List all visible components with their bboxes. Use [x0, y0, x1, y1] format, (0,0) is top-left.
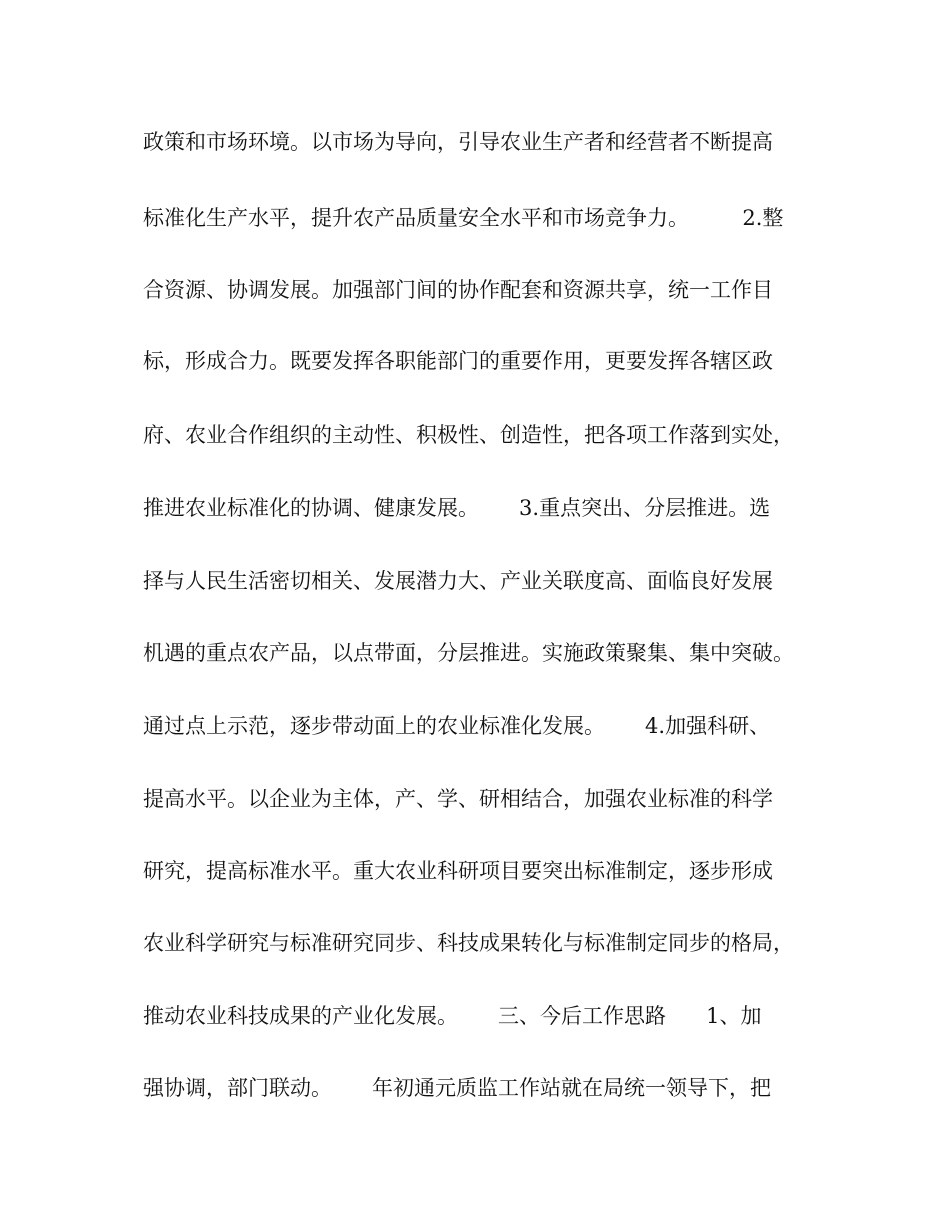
text-line: 机遇的重点农产品，以点带面，分层推进。实施政策聚集、集中突破。 [143, 641, 794, 665]
text-line: 合资源、协调发展。加强部门间的协作配套和资源共享，统一工作目 [143, 278, 773, 302]
text-line: 推动农业科技成果的产业化发展。 三、今后工作思路 1、加 [143, 1004, 762, 1028]
text-line: 农业科学研究与标准研究同步、科技成果转化与标准制定同步的格局， [143, 931, 794, 955]
text-line: 通过点上示范，逐步带动面上的农业标准化发展。 4.加强科研、 [143, 714, 771, 738]
text-line: 强协调，部门联动。 年初通元质监工作站就在局统一领导下，把 [143, 1076, 772, 1100]
text-line: 推进农业标准化的协调、健康发展。 3.重点突出、分层推进。选 [143, 496, 771, 520]
text-line: 择与人民生活密切相关、发展潜力大、产业关联度高、面临良好发展 [143, 569, 773, 593]
text-line: 研究，提高标准水平。重大农业科研项目要突出标准制定，逐步形成 [143, 859, 773, 883]
text-line: 提高水平。以企业为主体，产、学、研相结合，加强农业标准的科学 [143, 787, 773, 811]
text-line: 标，形成合力。既要发挥各职能部门的重要作用，更要发挥各辖区政 [143, 349, 773, 373]
text-line: 府、农业合作组织的主动性、积极性、创造性，把各项工作落到实处， [143, 423, 794, 447]
text-line: 标准化生产水平，提升农产品质量安全水平和市场竞争力。 2.整 [143, 206, 784, 230]
text-line: 政策和市场环境。以市场为导向，引导农业生产者和经营者不断提高 [143, 130, 773, 154]
